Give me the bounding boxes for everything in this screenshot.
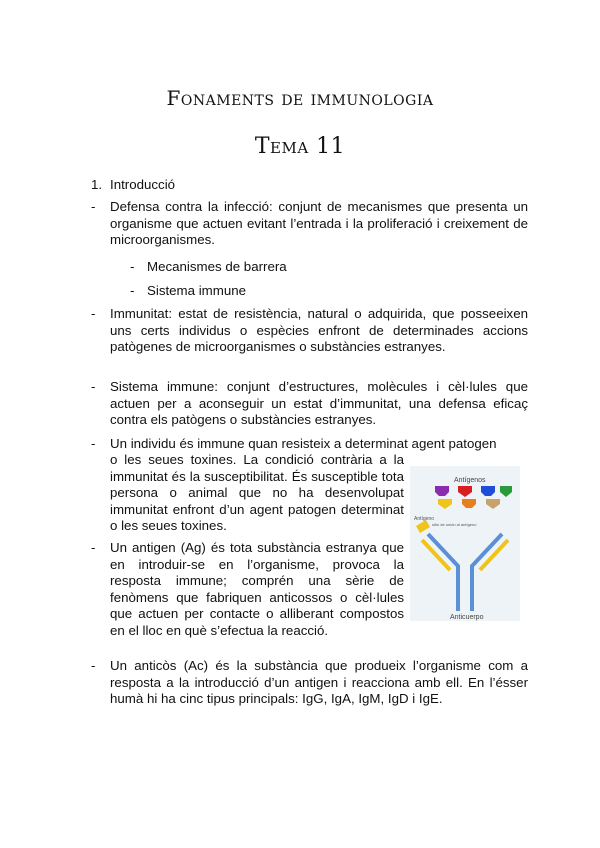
sub-item-sistema: Sistema immune xyxy=(147,283,247,298)
paragraph-sistema-immune: Sistema immune: conjunt d’estructures, molècules i cèl·lules que actuen per a aconseguir un estat d’immunitat, una defensa eficaç contra els patògens o substàncies estranyes. xyxy=(110,379,528,427)
antigen-shape xyxy=(458,486,472,497)
bullet-dash: - xyxy=(91,199,96,214)
antibody-diagram xyxy=(410,466,520,621)
document-title: Fonaments de immunologia xyxy=(166,86,434,110)
paragraph-immunitat: Immunitat: estat de resistència, natural o adquirida, que posseeixen uns certs individus o espècies enfront de determinades accions patògenes de microorganismes o substàncies estranyes. xyxy=(110,306,528,354)
binding-site-label: sitio de unión al antígeno xyxy=(432,522,477,527)
paragraph-antigen: Un antigen (Ag) és tota substància estranya que en introduir-se en l’organisme, provoca la resposta immune; comprén una sèrie de fenòmens que fabriquen anticossos o cèl·lules que actuen per contacte o alliberant compostos en el lloc en què s’efectua la reacció. xyxy=(110,540,404,638)
antigen-shape xyxy=(462,499,476,508)
antigen-shape xyxy=(486,499,500,509)
antigen-shape xyxy=(438,499,452,509)
sub-bullet-dash: - xyxy=(130,259,135,274)
section-number: 1. xyxy=(91,177,103,192)
bullet-dash: - xyxy=(91,379,96,394)
antigen-shape xyxy=(500,486,512,497)
document-subtitle: Tema 11 xyxy=(254,134,346,159)
paragraph-anticos: Un anticòs (Ac) és la substància que produeix l’organisme com a resposta a la introducció d’un antigen i reacciona amb ell. En l’ésser humà hi ha cinc tipus principals: IgG, IgA, IgM, IgD i IgE. xyxy=(110,658,528,706)
antigen-shape xyxy=(481,486,495,496)
section-heading: Introducció xyxy=(110,177,176,192)
paragraph-individu-line1: Un individu és immune quan resisteix a determinat agent patogen xyxy=(110,436,497,451)
bullet-dash: - xyxy=(91,658,96,673)
antibody-heavy-chain xyxy=(428,534,458,611)
paragraph-defensa: Defensa contra la infecció: conjunt de mecanismes que presenta un organisme que actuen evitant l’entrada i la proliferació i creixement de microorganismes. xyxy=(110,199,528,247)
antibody-figure xyxy=(410,466,520,621)
antibody-heavy-chain xyxy=(472,534,502,611)
antigen-shape xyxy=(435,486,449,496)
bullet-dash: - xyxy=(91,436,96,451)
bullet-dash: - xyxy=(91,306,96,321)
sub-item-barrera: Mecanismes de barrera xyxy=(147,259,287,274)
bullet-dash: - xyxy=(91,540,96,555)
antigen-site-label: Antígeno xyxy=(414,516,435,522)
antibody-label: Anticuerpo xyxy=(450,614,484,621)
antigens-label: Antígenos xyxy=(454,477,486,484)
paragraph-individu: o les seues toxines. La condició contrària a la immunitat és la susceptibilitat. És susceptible tota persona o animal que no ha desenvolupat immunitat enfront d’un agent patogen determinat o les seues toxines. xyxy=(110,452,404,533)
sub-bullet-dash: - xyxy=(130,283,135,298)
